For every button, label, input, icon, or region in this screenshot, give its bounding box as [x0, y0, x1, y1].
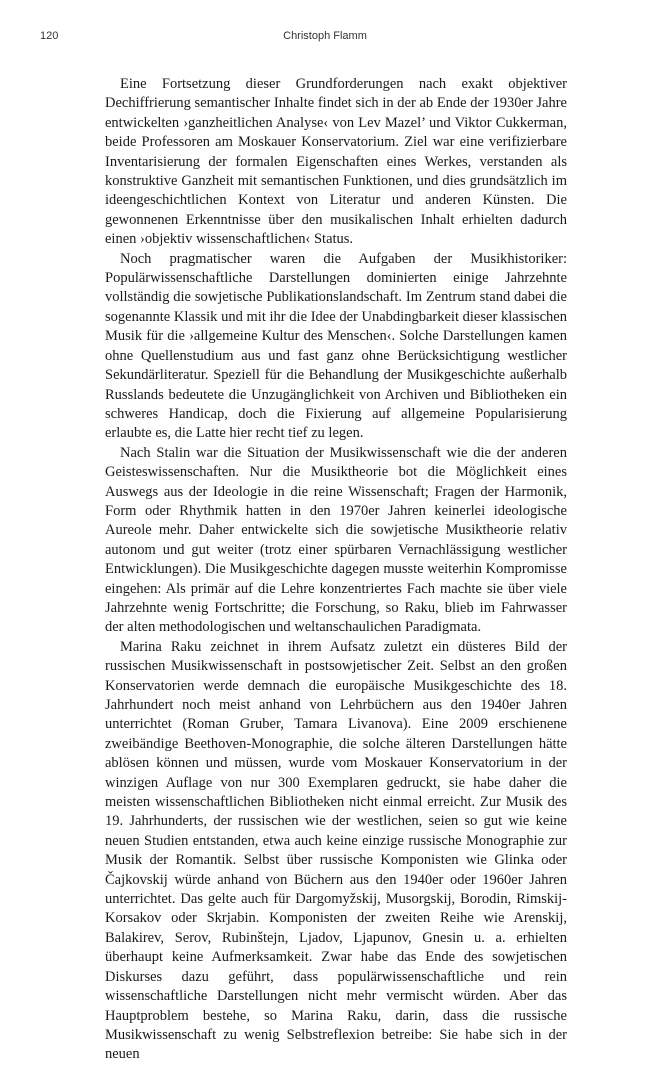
paragraph: Noch pragmatischer waren die Aufgaben der Musikhistoriker: Populärwissenschaftliche Darstellungen dominierten einige Jahrzehnte vollständig die sowjetische Publikationslandschaft. Im Zentrum stand dabei die sogenannte Klassik und mit ihr die Idee der Unabdingbarkeit dieser klassischen Musik für die ›allgemeine Kultur des Menschen‹. Solche Darstellungen kamen ohne Quellenstudium aus und fast ganz ohne Berücksichtigung westlicher Sekundärliteratur. Speziell für die Behandlung der Musikgeschichte außerhalb Russlands bedeutete die Unzugänglichkeit von Archiven und Bibliotheken ein schweres Handicap, doch die Fixierung auf allgemeine Popularisierung erlaubte es, die Latte hier recht tief zu legen.: [105, 250, 567, 442]
page-number: 120: [40, 30, 59, 42]
paragraph: Marina Raku zeichnet in ihrem Aufsatz zuletzt ein düsteres Bild der russischen Musikwissenschaft in postsowjetischer Zeit. Selbst an den großen Konservatorien werde demnach die europäische Musikgeschichte des 18. Jahrhundert noch meist anhand von Lehrbüchern aus den 1940er Jahren unterrichtet (Roman Gruber, Tamara Livanova). Eine 2009 erschienene zweibändige Beethoven-Monographie, die solche älteren Darstellungen hätte ablösen können und müssen, wurde vom Moskauer Konservatorium in der winzigen Auflage von nur 300 Exemplaren gedruckt, sie habe daher die meisten wissenschaftlichen Bibliotheken nicht einmal erreicht. Zur Musik des 19. Jahrhunderts, der russischen wie der westlichen, seien so gut wie keine neuen Studien entstanden, etwa auch keine einzige russische Monographie zur Musik der Romantik. Selbst über russische Komponisten wie Glinka oder Čajkovskij würde anhand von Büchern aus den 1940er oder 1960er Jahren unterrichtet. Das gelte auch für Dargomyžskij, Musorgskij, Borodin, Rimskij-Korsakov oder Skrjabin. Komponisten der zweiten Reihe wie Arenskij, Balakirev, Serov, Rubinštejn, Ljadov, Ljapunov, Gnesin u. a. erhielten überhaupt keine Aufmerksamkeit. Zwar habe das Ende des sowjetischen Diskurses dazu geführt, dass populärwissenschaftliche und rein wissenschaftliche Darstellungen nicht mehr vermischt würden. Aber das Hauptproblem bestehe, so Marina Raku, darin, dass die russische Musikwissenschaft zu wenig Selbstreflexion betreibe: Sie habe sich in der neuen: [105, 638, 567, 1063]
paragraph: Nach Stalin war die Situation der Musikwissenschaft wie die der anderen Geisteswissenschaften. Nur die Musiktheorie bot die Möglichkeit eines Auswegs aus der Ideologie in die reine Wissenschaft; Fragen der Harmonik, Form oder Rhythmik hatten in den 1970er Jahren keinerlei ideologische Aureole mehr. Daher entwickelte sich die sowjetische Musiktheorie relativ autonom und gut weiter (trotz einer spürbaren Vernachlässigung westlicher Entwicklungen). Die Musikgeschichte dagegen musste weiterhin Kompromisse eingehen: Als primär auf die Lehre konzentriertes Fach machte sie über viele Jahrzehnte wenig Fortschritte; die Forschung, so Raku, blieb im Fahrwasser der alten methodologischen und weltanschaulichen Paradigmata.: [105, 444, 567, 636]
page-header: [40, 30, 610, 50]
paragraph: Eine Fortsetzung dieser Grundforderungen nach exakt objektiver Dechiffrierung semantischer Inhalte findet sich in der ab Ende der 1930er Jahre entwickelten ›ganzheitlichen Analyse‹ von Lev Mazel’ und Viktor Cukkerman, beide Professoren am Moskauer Konservatorium. Ziel war eine verifizierbare Inventarisierung der formalen Eigenschaften eines Werkes, verstanden als konstruktive Ganzheit mit semantischen Funktionen, und dies grundsätzlich im ideengeschichtlichen Kontext von Literatur und anderen Künsten. Die gewonnenen Erkenntnisse über den musikalischen Inhalt erhielten dadurch einen ›objektiv wissenschaftlichen‹ Status.: [105, 76, 567, 248]
body-text: [105, 75, 567, 1065]
running-head: Christoph Flamm: [283, 30, 367, 42]
